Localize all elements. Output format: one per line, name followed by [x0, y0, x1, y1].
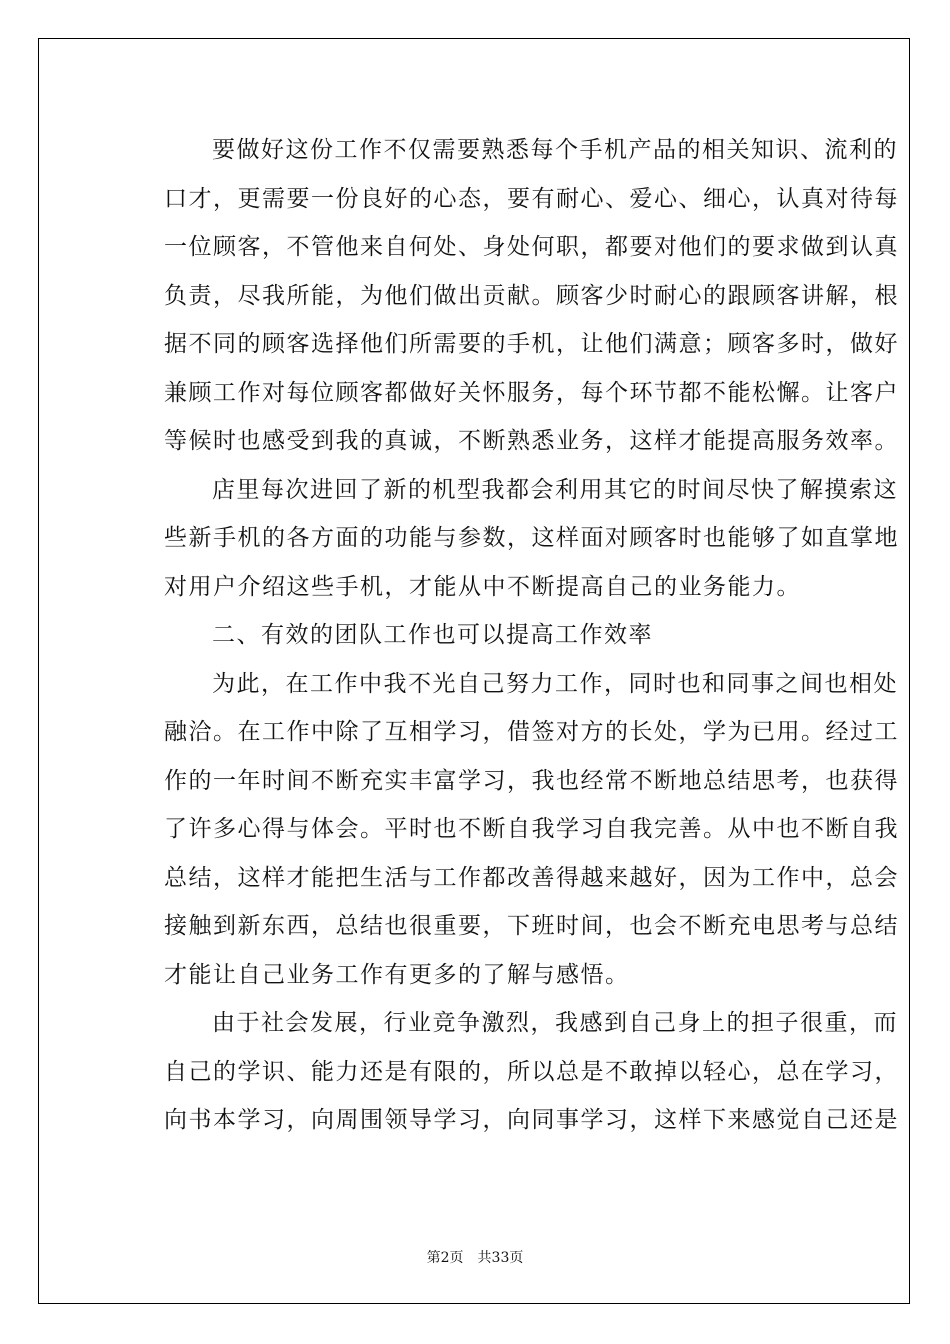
text-line: 向书本学习，向周围领导学习，向同事学习，这样下来感觉自己还是 — [164, 1107, 899, 1133]
text-line: 了许多心得与体会。平时也不断自我学习自我完善。从中也不断自我 — [164, 816, 899, 842]
text-line: 总结，这样才能把生活与工作都改善得越来越好，因为工作中，总会 — [164, 864, 899, 891]
page-number: 第2页 — [426, 1250, 464, 1266]
paragraph-1 — [116, 126, 899, 466]
text-line: 为此，在工作中我不光自己努力工作，同时也和同事之间也相处 — [212, 670, 898, 697]
page-footer — [0, 1247, 950, 1267]
text-line: 由于社会发展，行业竞争激烈，我感到自己身上的担子很重，而 — [212, 1010, 898, 1036]
section-heading — [116, 611, 836, 660]
text-line: 等候时也感受到我的真诚，不断熟悉业务，这样才能提高服务效率。 — [164, 428, 899, 454]
text-line: 些新手机的各方面的功能与参数，这样面对顾客时也能够了如直掌地 — [164, 525, 899, 551]
text-line: 口才，更需要一份良好的心态，要有耐心、爱心、细心，认真对待每 — [164, 185, 899, 212]
text-line: 接触到新东西，总结也很重要，下班时间，也会不断充电思考与总结 — [164, 913, 899, 939]
text-line: 负责，尽我所能，为他们做出贡献。顾客少时耐心的跟顾客讲解，根 — [164, 282, 899, 309]
text-line: 融洽。在工作中除了互相学习，借签对方的长处，学为已用。经过工 — [164, 719, 899, 745]
text-line: 作的一年时间不断充实丰富学习，我也经常不断地总结思考，也获得 — [164, 767, 899, 794]
text-line: 二、有效的团队工作也可以提高工作效率 — [212, 622, 653, 648]
text-line: 对用户介绍这些手机，才能从中不断提高自己的业务能力。 — [164, 573, 801, 600]
paragraph-4 — [116, 999, 899, 1145]
document-body — [116, 126, 899, 1145]
paragraph-3 — [116, 660, 899, 1000]
text-line: 据不同的顾客选择他们所需要的手机，让他们满意；顾客多时，做好 — [164, 331, 899, 357]
page-total: 共33页 — [477, 1250, 524, 1266]
text-line: 一位顾客，不管他来自何处、身处何职，都要对他们的要求做到认真 — [164, 234, 899, 260]
paragraph-2 — [116, 466, 899, 612]
text-line: 才能让自己业务工作有更多的了解与感悟。 — [164, 961, 630, 988]
text-line: 兼顾工作对每位顾客都做好关怀服务，每个环节都不能松懈。让客户 — [164, 379, 899, 406]
text-line: 自己的学识、能力还是有限的，所以总是不敢掉以轻心，总在学习， — [164, 1058, 899, 1085]
text-line: 要做好这份工作不仅需要熟悉每个手机产品的相关知识、流利的 — [212, 137, 898, 163]
text-line: 店里每次进回了新的机型我都会利用其它的时间尽快了解摸索这 — [212, 476, 898, 503]
